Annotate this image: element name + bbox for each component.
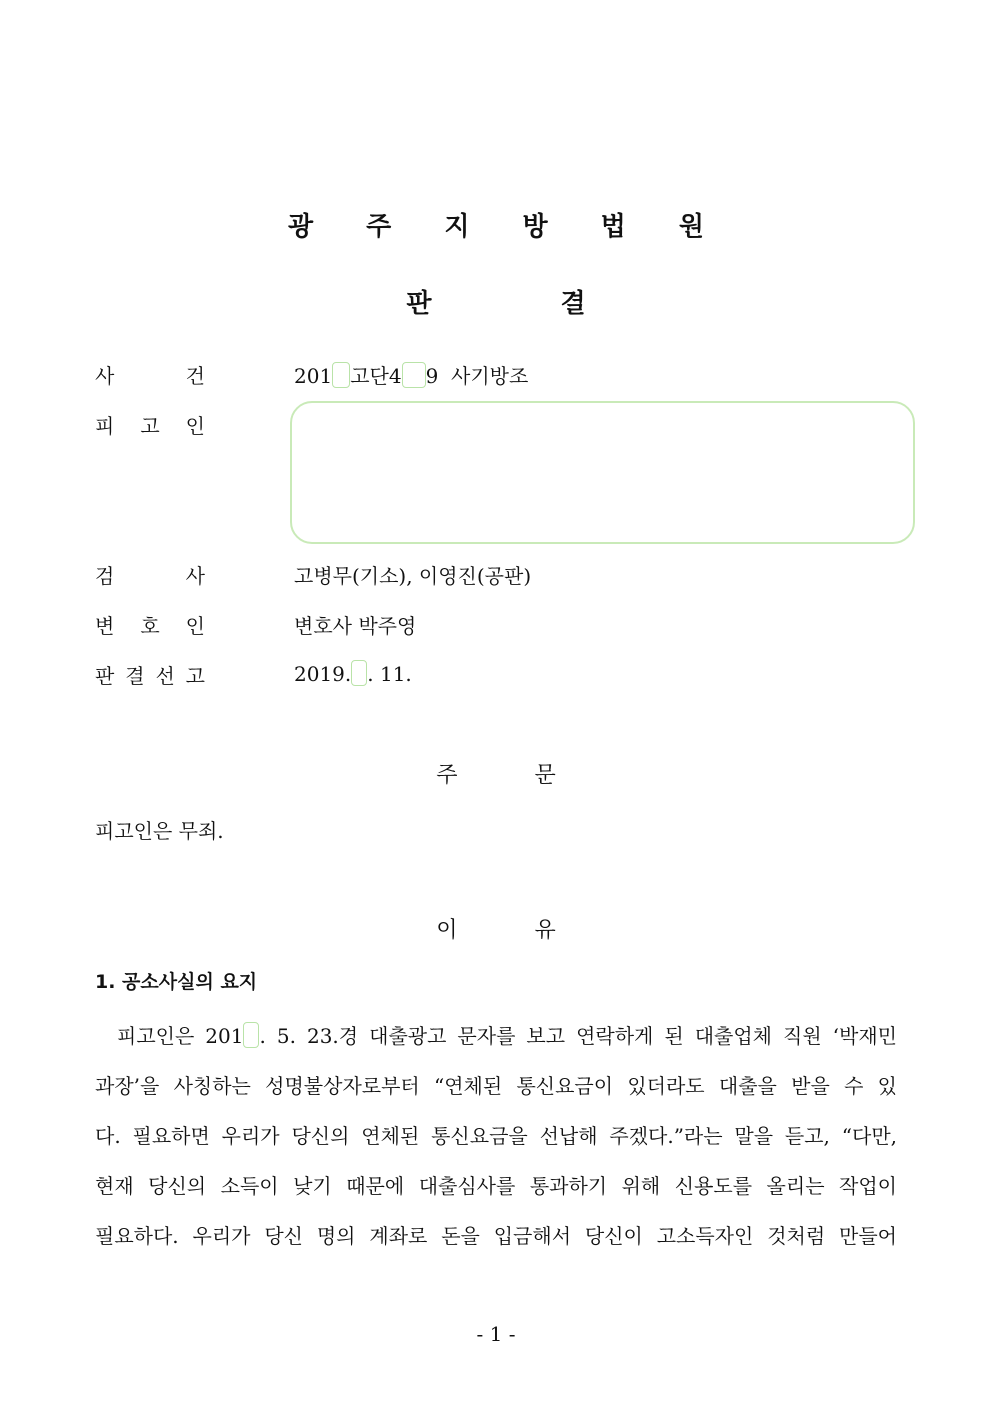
document-type: 판 결 <box>406 289 586 319</box>
defendant-redaction-box <box>290 401 915 544</box>
redaction-box <box>332 362 350 388</box>
defendant-label: 피 고 인 <box>95 414 205 438</box>
redaction-box <box>351 660 367 686</box>
body-line: 과장’을 사칭하는 성명불상자로부터 “연체된 통신요금이 있더라도 대출을 받을 수 있 <box>95 1074 897 1098</box>
court-name: 광 주 지 방 법 원 <box>288 212 726 242</box>
case-number: 201 고단4 9 사기방조 <box>294 364 529 388</box>
body-line: 현재 당신의 소득이 낮기 때문에 대출심사를 통과하기 위해 신용도를 올리는 작업이 <box>95 1174 897 1198</box>
prosecutor-value: 고병무(기소), 이영진(공판) <box>294 564 532 588</box>
page-number: - 1 - <box>476 1322 516 1346</box>
body-line: 피고인은 201 . 5. 23.경 대출광고 문자를 보고 연락하게 된 대출업체 직원 ‘박재민 <box>117 1024 898 1048</box>
section-title: 1. 공소사실의 요지 <box>95 971 258 993</box>
judgment-date: 2019. . 11. <box>294 662 412 686</box>
redaction-box <box>243 1022 259 1048</box>
order-text: 피고인은 무죄. <box>95 819 224 843</box>
redaction-box <box>402 362 426 388</box>
judgment-date-label: 판 결 선 고 <box>95 664 205 688</box>
counsel-value: 변호사 박주영 <box>294 614 417 638</box>
case-label: 사 건 <box>95 364 205 388</box>
body-line: 다. 필요하면 우리가 당신의 연체된 통신요금을 선납해 주겠다.”라는 말을 듣고, “다만, <box>95 1124 897 1148</box>
body-line: 필요하다. 우리가 당신 명의 계좌로 돈을 입금해서 당신이 고소득자인 것처럼 만들어 <box>95 1224 897 1248</box>
prosecutor-label: 검 사 <box>95 564 205 588</box>
order-heading: 주 문 <box>436 763 556 788</box>
reasons-heading: 이 유 <box>436 918 556 943</box>
counsel-label: 변 호 인 <box>95 614 205 638</box>
reasons-body <box>95 1011 897 1261</box>
